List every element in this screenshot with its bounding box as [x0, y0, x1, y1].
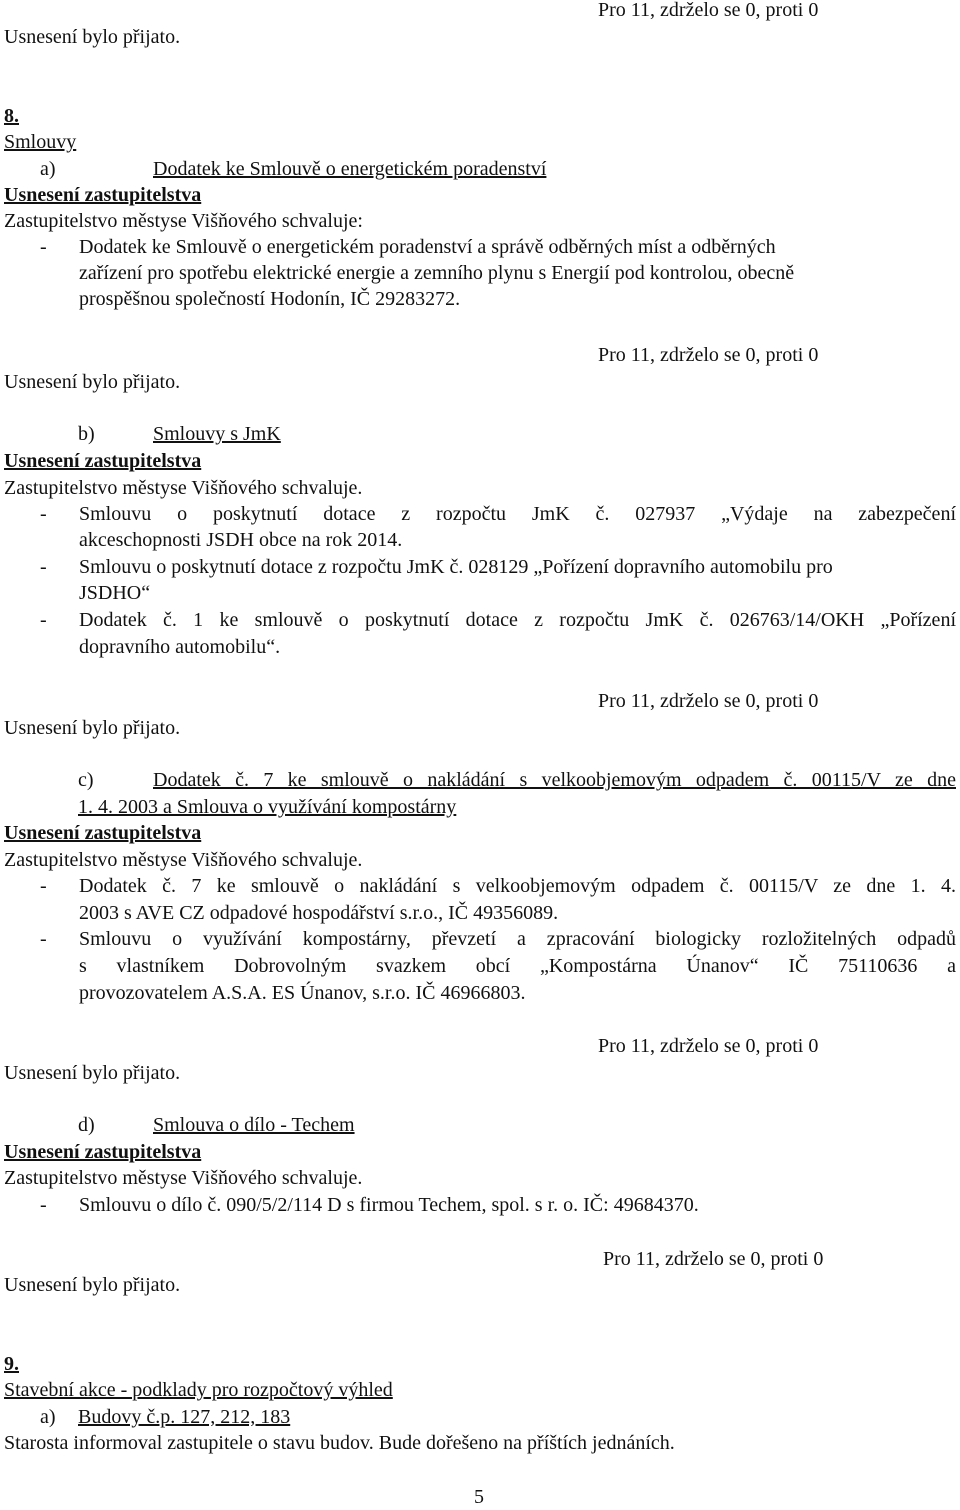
- section-title: Stavební akce - podklady pro rozpočtový výhled: [4, 1379, 393, 1401]
- list-item-text: Smlouvu o poskytnutí dotace z rozpočtu JmK č. 027937 „Výdaje na zabezpečení: [79, 503, 956, 525]
- list-item-text: dopravního automobilu“.: [79, 636, 281, 658]
- list-item-text: 2003 s AVE CZ odpadové hospodářství s.r.o., IČ 49356089.: [79, 902, 559, 924]
- resolution-heading: Usnesení zastupitelstva: [4, 450, 202, 472]
- list-bullet: -: [40, 609, 47, 631]
- vote-result: Pro 11, zdrželo se 0, proti 0: [603, 1248, 824, 1270]
- council-approves: Zastupitelstvo městyse Višňového schvaluje.: [4, 849, 363, 871]
- list-item-text: prospěšnou společností Hodonín, IČ 29283272.: [79, 288, 461, 310]
- list-item-text: Smlouvu o dílo č. 090/5/2/114 D s firmou Techem, spol. s r. o. IČ: 49684370.: [79, 1194, 699, 1216]
- section-number: 9.: [4, 1353, 19, 1375]
- subsection-title: 1. 4. 2003 a Smlouva o využívání kompostárny: [78, 796, 457, 818]
- resolution-accepted: Usnesení bylo přijato.: [4, 1062, 181, 1084]
- resolution-heading: Usnesení zastupitelstva: [4, 1141, 202, 1163]
- subsection-label: a): [40, 158, 56, 180]
- list-item-text: Dodatek č. 1 ke smlouvě o poskytnutí dotace z rozpočtu JmK č. 026763/14/OKH „Pořízení: [79, 609, 956, 631]
- subsection-label: d): [78, 1114, 95, 1136]
- council-approves: Zastupitelstvo městyse Višňového schvaluje.: [4, 477, 363, 499]
- vote-result: Pro 11, zdrželo se 0, proti 0: [598, 0, 819, 21]
- subsection-title: Smlouva o dílo - Techem: [153, 1114, 355, 1136]
- resolution-accepted: Usnesení bylo přijato.: [4, 371, 181, 393]
- list-item-text: provozovatelem A.S.A. ES Únanov, s.r.o. IČ 46966803.: [79, 982, 526, 1004]
- subsection-label: a): [40, 1406, 56, 1428]
- list-item-text: Dodatek č. 7 ke smlouvě o nakládání s velkoobjemovým odpadem č. 00115/V ze dne 1. 4.: [79, 875, 956, 897]
- list-bullet: -: [40, 236, 47, 258]
- list-item-text: Smlouvu o poskytnutí dotace z rozpočtu JmK č. 028129 „Pořízení dopravního automobilu pro: [79, 556, 833, 578]
- resolution-heading: Usnesení zastupitelstva: [4, 822, 202, 844]
- resolution-accepted: Usnesení bylo přijato.: [4, 1274, 181, 1296]
- list-bullet: -: [40, 928, 47, 950]
- section-number: 8.: [4, 105, 19, 127]
- list-item-text: akceschopnosti JSDH obce na rok 2014.: [79, 529, 403, 551]
- vote-result: Pro 11, zdrželo se 0, proti 0: [598, 1035, 819, 1057]
- page-number: 5: [474, 1486, 484, 1508]
- list-bullet: -: [40, 875, 47, 897]
- resolution-accepted: Usnesení bylo přijato.: [4, 717, 181, 739]
- council-approves: Zastupitelstvo městyse Višňového schvaluje:: [4, 210, 363, 232]
- list-bullet: -: [40, 1194, 47, 1216]
- list-item-text: Dodatek ke Smlouvě o energetickém poradenství a správě odběrných míst a odběrných: [79, 236, 776, 258]
- subsection-title: Budovy č.p. 127, 212, 183: [78, 1406, 291, 1428]
- subsection-title: Dodatek ke Smlouvě o energetickém poradenství: [153, 158, 547, 180]
- subsection-title: Smlouvy s JmK: [153, 423, 281, 445]
- subsection-label: b): [78, 423, 95, 445]
- subsection-title: Dodatek č. 7 ke smlouvě o nakládání s velkoobjemovým odpadem č. 00115/V ze dne: [153, 769, 956, 791]
- section-title: Smlouvy: [4, 131, 77, 153]
- council-approves: Zastupitelstvo městyse Višňového schvaluje.: [4, 1167, 363, 1189]
- list-bullet: -: [40, 556, 47, 578]
- list-item-text: s vlastníkem Dobrovolným svazkem obcí „Kompostárna Únanov“ IČ 75110636 a: [79, 955, 956, 977]
- subsection-label: c): [78, 769, 94, 791]
- list-item-text: zařízení pro spotřebu elektrické energie a zemního plynu s Energií pod kontrolou, obecně: [79, 262, 795, 284]
- resolution-heading: Usnesení zastupitelstva: [4, 184, 202, 206]
- resolution-accepted: Usnesení bylo přijato.: [4, 26, 181, 48]
- vote-result: Pro 11, zdrželo se 0, proti 0: [598, 690, 819, 712]
- list-item-text: Smlouvu o využívání kompostárny, převzetí a zpracování biologicky rozložitelných odpadů: [79, 928, 956, 950]
- list-bullet: -: [40, 503, 47, 525]
- mayor-note: Starosta informoval zastupitele o stavu budov. Bude dořešeno na příštích jednáních.: [4, 1432, 675, 1454]
- vote-result: Pro 11, zdrželo se 0, proti 0: [598, 344, 819, 366]
- list-item-text: JSDHO“: [79, 582, 151, 604]
